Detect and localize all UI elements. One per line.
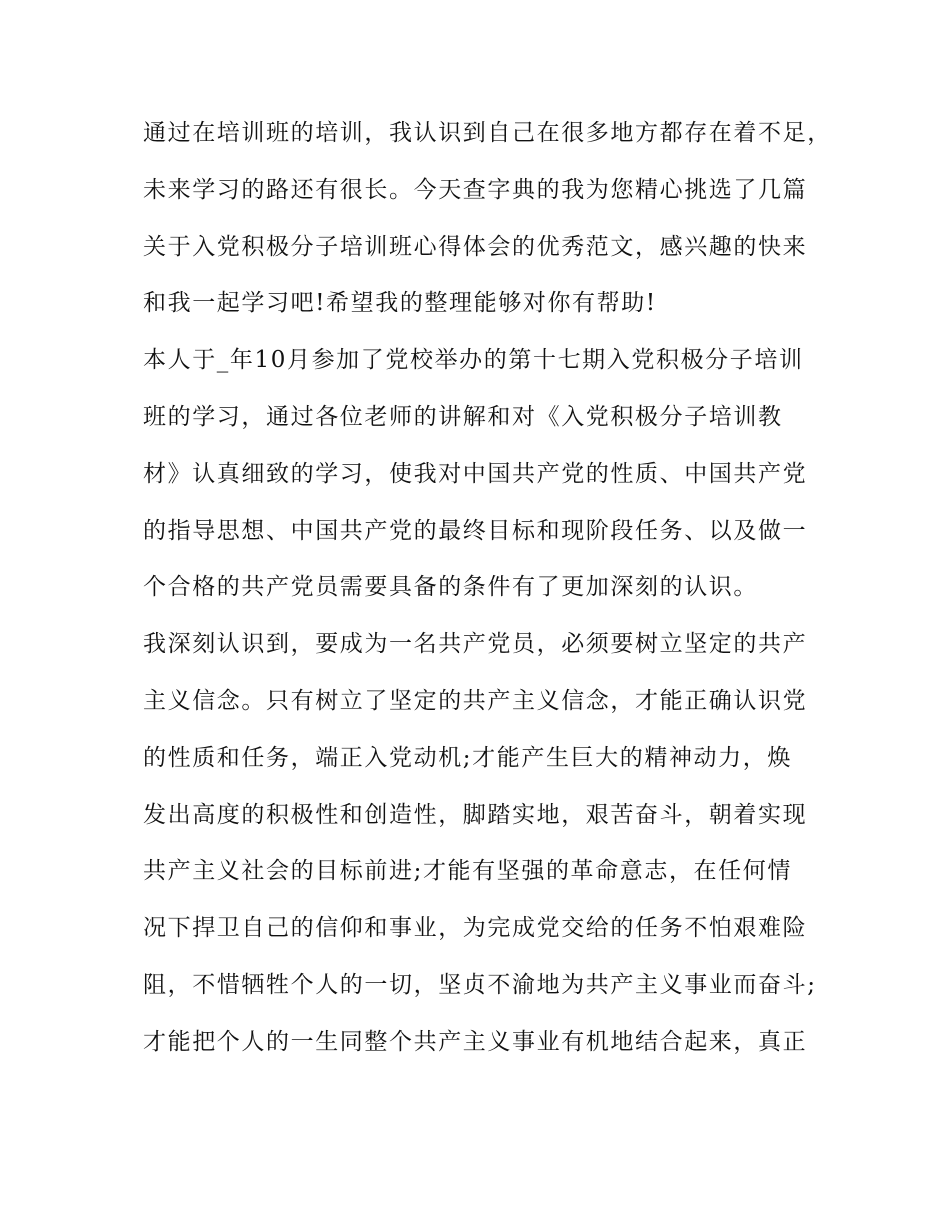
text-line: 和我一起学习吧!希望我的整理能够对你有帮助! (143, 290, 657, 317)
body-text (143, 105, 833, 1071)
text-line: 发出高度的积极性和创造性，脚踏实地，艰苦奋斗，朝着实现 (143, 801, 808, 828)
text-line: 共产主义社会的目标前进;才能有坚强的革命意志，在任何情 (143, 858, 792, 885)
text-line: 通过在培训班的培训，我认识到自己在很多地方都存在着不足， (143, 120, 832, 146)
text-line: 本人于_年10月参加了党校举办的第十七期入党积极分子培训 (143, 347, 804, 374)
text-line: 未来学习的路还有很长。今天查字典的我为您精心挑选了几篇 (143, 176, 808, 203)
text-line: 班的学习，通过各位老师的讲解和对《入党积极分子培训教 (143, 403, 783, 430)
text-line: 的指导思想、中国共产党的最终目标和现阶段任务、以及做一 (143, 517, 808, 544)
text-line: 材》认真细致的学习，使我对中国共产党的性质、中国共产党 (143, 460, 808, 487)
text-line: 况下捍卫自己的信仰和事业，为完成党交给的任务不怕艰难险 (143, 915, 808, 942)
text-line: 主义信念。只有树立了坚定的共产主义信念，才能正确认识党 (143, 687, 808, 714)
text-line: 个合格的共产党员需要具备的条件有了更加深刻的认识。 (143, 574, 758, 601)
text-line: 关于入党积极分子培训班心得体会的优秀范文，感兴趣的快来 (143, 233, 808, 260)
text-line: 的性质和任务，端正入党动机;才能产生巨大的精神动力，焕 (143, 744, 792, 771)
text-line: 阻，不惜牺牲个人的一切，坚贞不渝地为共产主义事业而奋斗; (143, 971, 817, 998)
text-line: 才能把个人的一生同整个共产主义事业有机地结合起来，真正 (143, 1028, 808, 1055)
text-line: 我深刻认识到，要成为一名共产党员，必须要树立坚定的共产 (143, 631, 808, 658)
